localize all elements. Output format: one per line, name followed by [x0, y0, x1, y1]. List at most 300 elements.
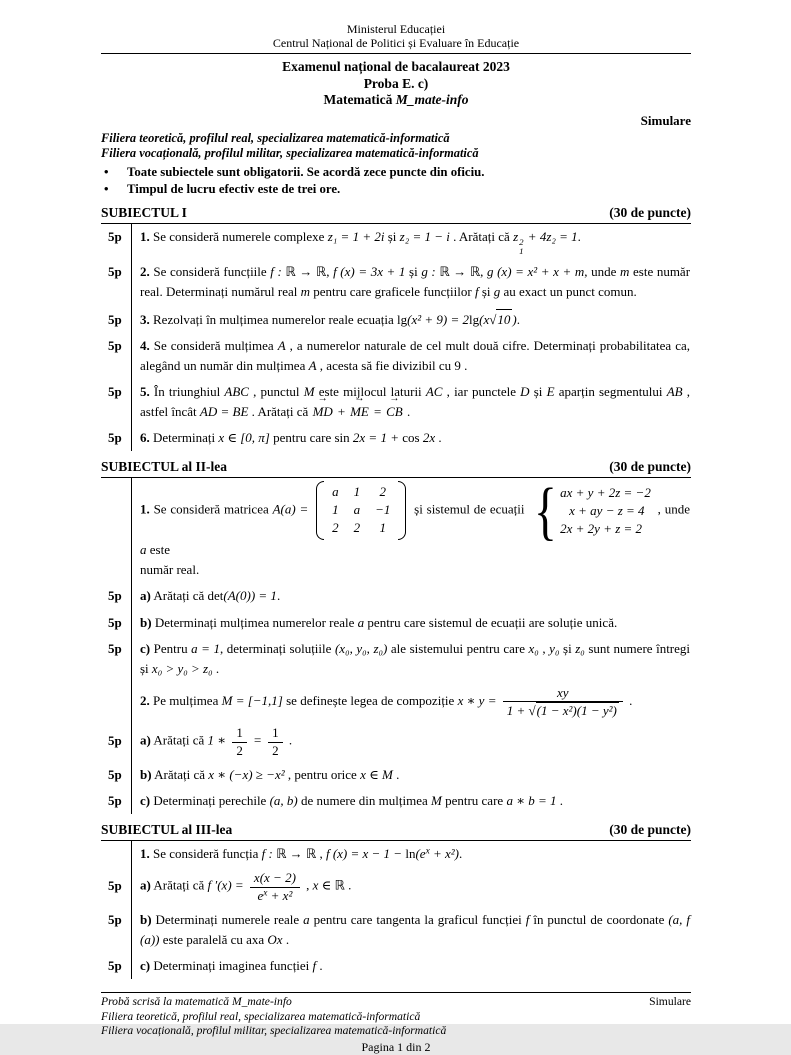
sup-sub-stack [519, 238, 523, 257]
math-run: f [312, 958, 317, 974]
question-content [131, 259, 691, 305]
question-row [101, 953, 691, 979]
points-label: 5p [108, 878, 122, 894]
math-run: 1 + [506, 703, 529, 719]
points-label: 5p [108, 588, 122, 604]
denominator [503, 702, 623, 719]
math-run: + x² [267, 887, 293, 903]
radicand: (1 − x²)(1 − y²) [536, 703, 617, 719]
section-3-table [101, 841, 691, 979]
math-run: a ∗ b = 1 [506, 793, 557, 809]
text-run: 1 [236, 725, 243, 741]
numerator [268, 725, 283, 742]
item-number: a) [140, 588, 151, 604]
denominator [232, 743, 247, 759]
math-run: x ∈ ℝ [312, 878, 345, 894]
radical-icon: √ [489, 311, 497, 327]
points-label: 5p [108, 337, 122, 353]
text-run: Pentru [150, 640, 192, 656]
question-row [101, 762, 691, 788]
question-row [101, 224, 691, 259]
text-run: număr real. [140, 562, 200, 578]
bullet-icon: • [104, 181, 109, 196]
text-run: pentru care tangenta la graficul funcției [309, 911, 526, 927]
text-run: Se consideră funcțiile [149, 264, 271, 280]
points-label [101, 693, 131, 709]
text-run: este mijlocul laturii [314, 384, 426, 400]
text-run: det [207, 588, 224, 604]
text-run: și [384, 229, 400, 245]
section-title: SUBIECTUL al III-lea [101, 822, 233, 838]
math-run: M [430, 793, 442, 809]
math-run: (x² + 9) = 2 [407, 311, 470, 327]
text-run: , unde [584, 264, 621, 280]
superscript: x [425, 846, 430, 857]
text-run: . [625, 693, 633, 709]
question-content [131, 907, 691, 953]
section-title: SUBIECTUL al II-lea [101, 459, 228, 475]
fraction [503, 685, 623, 720]
text-run: 2 [236, 742, 243, 758]
footer-simulare: Simulare [649, 995, 691, 1009]
equation: ax + y + 2z = −2 [560, 484, 651, 500]
text-run: , unde [653, 501, 690, 517]
math-run: z₀ [575, 640, 585, 656]
text-run: , [480, 264, 487, 280]
math-run: ) [512, 311, 517, 327]
filiera-line-1: Filiera teoretică, profilul real, specializarea matematică-informatică [101, 130, 450, 145]
numerator [232, 725, 247, 742]
math-run: AD = BE [199, 404, 249, 420]
text-run: , determinați soluțiile [220, 640, 335, 656]
points-label: 5p [108, 766, 122, 782]
text-run: Se consideră matricea [149, 501, 273, 517]
math-run: z₁ = 1 + 2i [327, 229, 385, 245]
math-run: m [300, 284, 311, 300]
text-run: și sistemul de ecuații [410, 501, 529, 517]
question-row [101, 475, 691, 583]
math-run: + x²) [429, 846, 460, 862]
math-run: A(a) = [272, 501, 313, 517]
matrix-paren-left [316, 481, 324, 540]
text-run: , [302, 878, 313, 894]
math-run: A [277, 337, 286, 353]
text-run: . [516, 311, 520, 327]
text-run: . [276, 588, 281, 604]
instruction-text: Toate subiectele sunt obligatorii. Se acordă zece puncte din oficiu. [127, 164, 485, 179]
math-run: f [474, 284, 479, 300]
points-label: 5p [108, 430, 122, 446]
page-footer [101, 992, 691, 1054]
bullet-item [101, 164, 691, 181]
text-run: de numere din mulțimea [297, 793, 431, 809]
text-run: Arătați că [150, 878, 208, 894]
section-points: (30 de puncte) [609, 205, 691, 221]
text-run: 2 [272, 742, 279, 758]
text-run: sin [334, 430, 353, 446]
math-run: a = 1 [191, 640, 220, 656]
math-run: a [140, 542, 147, 558]
text-run: Determinați mulțimea numerelor reale [151, 614, 358, 630]
text-run: este [146, 542, 170, 558]
question-content [131, 841, 691, 867]
text-run: Se consideră mulțimea [149, 337, 278, 353]
footer-proba: Probă scrisă la matematică M_mate-info [101, 995, 292, 1009]
numerator [503, 685, 623, 702]
math-run: f [525, 911, 530, 927]
subject-prefix: Matematică [323, 92, 396, 108]
text-run: Pe mulțimea [149, 693, 222, 709]
text-run: Arătați că [151, 766, 209, 782]
question-content [131, 953, 691, 979]
subscript: 1 [519, 246, 524, 257]
math-run: x ∗ y = [457, 693, 500, 709]
math-run: x ∈ M [360, 766, 393, 782]
text-run: În triunghiul [149, 384, 225, 400]
exam-title-block [101, 59, 691, 108]
matrix-paren-right [398, 481, 406, 540]
math-run: M = [−1,1] [221, 693, 283, 709]
question-content [131, 762, 691, 788]
math-run: a [357, 614, 365, 630]
text-run: . [212, 660, 220, 676]
text-run: lg [469, 311, 480, 327]
item-number: 1. [140, 846, 150, 862]
math-run: x ∗ (−x) ≥ −x² [208, 766, 285, 782]
text-run: . [344, 878, 352, 894]
matrix-cell: a [332, 484, 339, 500]
question-content [131, 379, 691, 425]
math-run: M [303, 384, 315, 400]
question-content [131, 306, 691, 333]
text-run: . [282, 932, 290, 948]
question-content [131, 682, 691, 723]
item-number: 3. [140, 311, 150, 327]
points-label: 5p [108, 958, 122, 974]
text-run: . [316, 958, 323, 974]
matrix-grid [329, 481, 393, 540]
question-content [131, 224, 691, 259]
text-run: , a numerelor naturale de cel mult două cifre. Determinați probabilitatea ca, alegând un număr din mulțimea [140, 337, 690, 373]
text-run: , [326, 264, 334, 280]
math-run: = [249, 733, 266, 749]
math-run: (e [415, 846, 426, 862]
subject-code: M_mate-info [395, 92, 469, 108]
question-content [131, 722, 691, 762]
math-run: g (x) = x² + x + m [487, 264, 585, 280]
math-run: (A(0)) = 1 [223, 588, 277, 604]
question-content [131, 636, 691, 682]
page-number: Pagina 1 din 2 [361, 1039, 431, 1054]
item-number: b) [140, 614, 152, 630]
math-run: (x₀, y₀, z₀) [334, 640, 388, 656]
item-number: 1. [140, 501, 150, 517]
points-label: 5p [108, 229, 122, 245]
center-line: Centrul Național de Politici și Evaluare în Educație [272, 36, 520, 51]
math-run: 2x = 1 + [352, 430, 403, 446]
math-run: (a, f (a)) [140, 911, 690, 948]
text-run: și [478, 284, 494, 300]
sqrt-expression [529, 702, 619, 719]
item-number: c) [140, 793, 151, 809]
instructions [101, 164, 691, 197]
text-run: cos [402, 430, 423, 446]
text-run: Arătați că [150, 733, 208, 749]
section-heading-1 [101, 205, 691, 224]
question-content [131, 333, 691, 379]
text-run: , [538, 640, 550, 656]
text-run: Se consideră numerele complexe [149, 229, 328, 245]
math-run: g : ℝ → ℝ [421, 264, 481, 280]
question-row [101, 867, 691, 907]
section-1-table [101, 224, 691, 451]
denominator [250, 888, 300, 904]
text-run: în punctul de coordonate [529, 911, 669, 927]
math-run: D [520, 384, 530, 400]
math-run: a [303, 911, 310, 927]
item-number: b) [140, 911, 152, 927]
question-row [101, 333, 691, 379]
points-label: 5p [108, 311, 122, 327]
matrix-cell: 1 [379, 520, 386, 536]
math-run: g [493, 284, 501, 300]
text-run: Determinați imaginea funcției [150, 958, 313, 974]
points-label: 5p [108, 733, 122, 749]
matrix-cell: 1 [332, 502, 339, 518]
math-run: xy [557, 684, 569, 700]
equation-system [531, 475, 651, 547]
item-number: 2. [140, 264, 150, 280]
text-run: au exact un punct comun. [500, 284, 637, 300]
text-run: . [577, 229, 581, 245]
question-row [101, 841, 691, 867]
item-number: 5. [140, 384, 150, 400]
math-run: + 4z₂ = 1 [524, 229, 578, 245]
text-run: . [392, 766, 400, 782]
text-run: și [405, 264, 422, 280]
ministry-line: Ministerul Educației [346, 22, 446, 36]
text-run: Se consideră funcția [149, 846, 262, 862]
vector-expression: → CB [385, 402, 404, 422]
math-run: (a, b) [269, 793, 298, 809]
math-run: ABC [224, 384, 249, 400]
matrix [316, 481, 406, 540]
denominator [268, 743, 283, 759]
text-run: pentru care sistemul de ecuații are soluție unică. [364, 614, 618, 630]
question-row [101, 907, 691, 953]
text-run: Determinați numerele reale [151, 911, 304, 927]
math-run: f : ℝ → ℝ [270, 264, 327, 280]
radical-icon: √ [528, 703, 536, 719]
numerator [250, 870, 300, 887]
text-run: și [529, 384, 547, 400]
text-run: este număr real. Determinați numărul real [140, 264, 691, 300]
text-run: , astfel încât [140, 384, 691, 420]
item-number: 6. [140, 430, 150, 446]
item-number: 2. [140, 693, 150, 709]
points-label [101, 502, 131, 518]
text-run: . [435, 430, 442, 446]
text-run: Arătați că [150, 588, 208, 604]
section-title: SUBIECTUL I [101, 205, 187, 221]
vector-expression: → MD [312, 402, 334, 422]
math-run: z [513, 229, 519, 245]
matrix-cell: 2 [332, 520, 339, 536]
footer-line-1 [101, 995, 691, 1009]
text-run: și [559, 640, 576, 656]
matrix-cell: 2 [353, 520, 361, 536]
text-run: , iar punctele [442, 384, 521, 400]
math-run: + [333, 404, 350, 420]
question-content [131, 788, 691, 814]
question-row [101, 636, 691, 682]
footer-filiera-1: Filiera teoretică, profilul real, specializarea matematică-informatică [101, 1009, 421, 1023]
text-run: Determinați [149, 430, 219, 446]
matrix-cell: 2 [379, 484, 386, 500]
filiera-block [101, 131, 691, 161]
question-row [101, 306, 691, 333]
proba-line: Proba E. c) [363, 75, 429, 91]
math-run: A [308, 357, 317, 373]
radicand: 10 [496, 309, 512, 330]
text-run: , [316, 846, 326, 862]
section-heading-3 [101, 822, 691, 841]
item-number: 4. [140, 337, 150, 353]
question-content [131, 610, 691, 636]
matrix-cell: −1 [375, 502, 391, 518]
instruction-text: Timpul de lucru efectiv este de trei ore. [127, 181, 341, 196]
item-number: 1. [140, 229, 150, 245]
question-row [101, 788, 691, 814]
vector-expression: → ME [349, 402, 370, 422]
points-label [101, 846, 131, 862]
superscript: 2 [519, 236, 524, 247]
points-label: 5p [108, 614, 122, 630]
text-run: lg [397, 311, 408, 327]
math-run: x ∈ [0, π] [218, 430, 270, 446]
system-brace-icon: { [534, 475, 558, 547]
fraction [268, 725, 283, 759]
matrix-cell: 1 [353, 484, 361, 500]
question-content [131, 425, 691, 451]
text-run: sunt numere întregi și [140, 640, 691, 676]
item-number: c) [140, 640, 151, 656]
text-run: pentru care [441, 793, 507, 809]
math-run: (x [479, 311, 490, 327]
question-content [131, 867, 691, 907]
text-run: ale sistemului pentru care [387, 640, 529, 656]
fraction [250, 870, 300, 904]
math-run: AB [666, 384, 683, 400]
superscript: x [263, 887, 268, 898]
section-heading-2 [101, 459, 691, 478]
math-run: f : ℝ → ℝ [261, 846, 317, 862]
text-run: . [403, 404, 411, 420]
math-run: e [257, 887, 264, 903]
math-run: f (x) = x − 1 − [325, 846, 406, 862]
exam-title: Examenul național de bacalaureat 2023 [282, 59, 510, 75]
text-run: pentru care [269, 430, 335, 446]
question-content [131, 475, 691, 583]
math-run: m [620, 264, 630, 280]
points-label: 5p [108, 640, 122, 656]
subject-line [101, 92, 691, 108]
text-run: , acesta să fie divizibil cu 9 . [316, 357, 468, 373]
math-run: Ox [267, 932, 283, 948]
math-run: x₀ > y₀ > z₀ [151, 660, 213, 676]
text-run: pentru care graficele funcțiilor [310, 284, 475, 300]
text-run: . Arătați că [449, 229, 514, 245]
math-run: x₀ [528, 640, 539, 656]
question-row [101, 722, 691, 762]
item-number: b) [140, 766, 152, 782]
question-row [101, 425, 691, 451]
section-points: (30 de puncte) [609, 822, 691, 838]
question-row [101, 583, 691, 609]
text-run: aparțin segmentului [554, 384, 667, 400]
item-number: a) [140, 733, 151, 749]
points-label: 5p [108, 793, 122, 809]
simulare-label: Simulare [640, 112, 691, 128]
item-number: a) [140, 878, 151, 894]
text-run: 1 [272, 725, 279, 741]
bullet-item [101, 181, 691, 198]
math-run: = [369, 404, 386, 420]
question-content [131, 583, 691, 609]
question-row [101, 379, 691, 425]
points-label: 5p [108, 264, 122, 280]
section-points: (30 de puncte) [609, 459, 691, 475]
system-lines [560, 484, 651, 538]
fraction [232, 725, 247, 759]
text-run: se definește legea de compoziție [282, 693, 458, 709]
text-run: , punctul [248, 384, 304, 400]
math-run: AC [425, 384, 443, 400]
equation: x + ay − z = 4 [569, 502, 645, 518]
points-label: 5p [108, 384, 122, 400]
matrix-cell: a [353, 502, 361, 518]
text-run: , pentru orice [284, 766, 361, 782]
section-2-table [101, 475, 691, 814]
math-run: f (x) = 3x + 1 [333, 264, 406, 280]
math-run: f ′(x) = [207, 878, 247, 894]
text-run: Determinați perechile [150, 793, 270, 809]
item-number: c) [140, 958, 151, 974]
math-run: 1 ∗ [207, 733, 230, 749]
question-row [101, 259, 691, 305]
text-run: Rezolvați în mulțimea numerelor reale ecuația [149, 311, 398, 327]
text-run: . [459, 846, 463, 862]
text-run: ln [405, 846, 416, 862]
sqrt-expression [489, 309, 512, 330]
math-run: E [546, 384, 555, 400]
letterhead [101, 22, 691, 54]
text-run: . [556, 793, 564, 809]
text-run: . Arătați că [248, 404, 312, 420]
math-run: 2x [422, 430, 436, 446]
bullet-icon: • [104, 164, 109, 179]
question-row [101, 682, 691, 723]
math-run: y₀ [549, 640, 560, 656]
equation: 2x + 2y + z = 2 [560, 520, 643, 536]
points-label: 5p [108, 911, 122, 927]
text-run: . [285, 733, 293, 749]
math-run: x(x − 2) [253, 870, 296, 886]
footer-filiera-2: Filiera vocațională, profilul militar, specializarea matematică-informatică [101, 1024, 447, 1038]
text-run: este paralelă cu axa [159, 932, 268, 948]
math-run: z₂ = 1 − i [399, 229, 450, 245]
filiera-line-2: Filiera vocațională, profilul militar, specializarea matematică-informatică [101, 145, 479, 160]
